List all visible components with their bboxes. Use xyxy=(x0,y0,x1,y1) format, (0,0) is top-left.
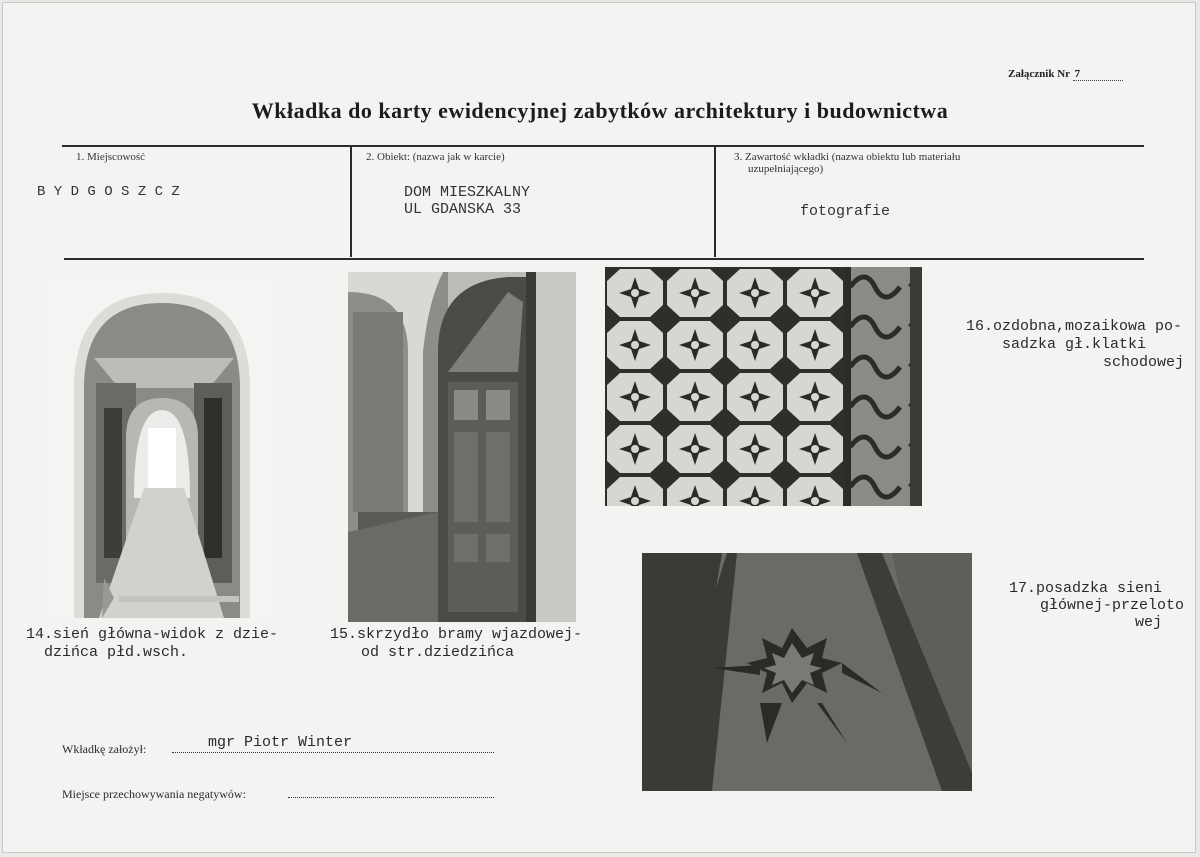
header-top-rule xyxy=(62,145,1144,147)
photo-15-caption-line2: od str.dziedzińca xyxy=(361,644,515,661)
header-divider-2 xyxy=(714,147,716,257)
photo-16-caption-line3: schodowej xyxy=(1102,354,1184,371)
photo-17-caption-line1: 17.posadzka sieni xyxy=(1008,580,1162,597)
page-title: Wkładka do karty ewidencyjnej zabytków architektury i budownictwa xyxy=(251,98,949,123)
author-label: Wkładkę założył: xyxy=(62,742,147,756)
photo-16-mosaic-floor xyxy=(605,267,922,506)
locality-label: 1. Miejscowość xyxy=(76,151,146,163)
photo-17-caption-line2: głównej-przeloto xyxy=(1039,597,1184,614)
photo-15-caption-line1: 15.skrzydło bramy wjazdowej- xyxy=(330,626,583,643)
photo-14-corridor xyxy=(44,278,274,618)
author-value: mgr Piotr Winter xyxy=(208,734,353,751)
object-value-line2: UL GDANSKA 33 xyxy=(404,201,522,218)
photo-16-caption-line1: 16.ozdobna,mozaikowa po- xyxy=(965,318,1182,335)
photo-14-caption-line1: 14.sień główna-widok z dzie- xyxy=(26,626,279,643)
annex-value: 7 xyxy=(1073,68,1123,81)
photo-15-gate-door xyxy=(348,272,576,622)
locality-value: B Y D G O S Z C Z xyxy=(37,184,180,200)
content-label-line1: 3. Zawartość wkładki (nazwa obiektu lub materiału xyxy=(734,151,961,163)
photo-14-caption-line2: dzińca płd.wsch. xyxy=(44,644,189,661)
annex-number xyxy=(1008,68,1123,81)
author-dotline xyxy=(172,752,494,753)
annex-label: Załącznik Nr xyxy=(1008,68,1070,80)
header-divider-1 xyxy=(350,147,352,257)
photo-17-caption-line3: wej xyxy=(1134,614,1162,631)
object-value-line1: DOM MIESZKALNY xyxy=(404,184,531,201)
content-value: fotografie xyxy=(800,203,891,220)
object-label: 2. Obiekt: (nazwa jak w karcie) xyxy=(366,151,505,163)
photo-17-star-floor xyxy=(642,553,972,791)
negatives-label: Miejsce przechowywania negatywów: xyxy=(62,787,246,801)
content-label-line2: uzupełniającego) xyxy=(748,163,824,175)
photo-16-caption-line2: sadzka gł.klatki xyxy=(1001,336,1146,353)
negatives-dotline xyxy=(288,797,494,798)
header-bottom-rule xyxy=(64,258,1144,260)
